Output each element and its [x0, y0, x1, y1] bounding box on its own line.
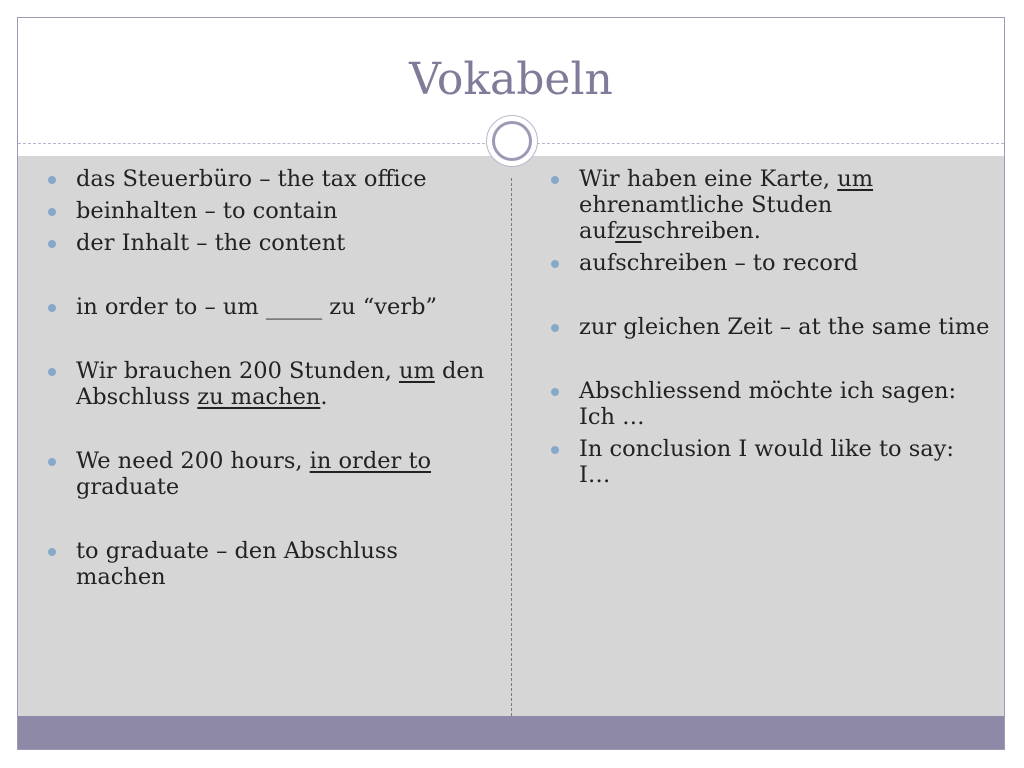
slide — [17, 17, 1005, 750]
bullet-icon — [551, 446, 559, 454]
list-item — [48, 358, 488, 410]
ornament-ring-icon — [492, 121, 532, 161]
text-run: Wir haben eine Karte, — [579, 166, 838, 192]
underlined-text: zu machen — [197, 384, 321, 410]
list-item — [551, 166, 991, 244]
text-run: Wir brauchen 200 Stunden, — [76, 358, 399, 384]
text-run: ehrenamtliche Studen auf — [579, 192, 833, 244]
ornament-circle — [486, 115, 538, 167]
list-item — [551, 250, 991, 276]
list-item-text: beinhalten – to contain — [76, 198, 338, 224]
bullet-icon — [551, 176, 559, 184]
list-item-text: to graduate – den Abschluss machen — [76, 538, 398, 590]
list-item — [48, 230, 488, 256]
list-item — [48, 448, 488, 500]
footer-bar — [18, 716, 1004, 749]
bullet-icon — [48, 304, 56, 312]
underlined-text: in order to — [309, 448, 432, 474]
list-item — [48, 198, 488, 224]
list-item-text — [76, 448, 431, 500]
list-item-text — [579, 166, 873, 244]
slide-title: Vokabeln — [409, 54, 613, 105]
right-bullet-list — [551, 166, 991, 488]
text-run: We need 200 hours, — [76, 448, 310, 474]
list-item — [551, 314, 991, 340]
list-item-text: in order to – um _____ zu “verb” — [76, 294, 437, 320]
underlined-text: um — [837, 166, 874, 192]
bullet-icon — [48, 176, 56, 184]
list-item — [551, 378, 991, 430]
bullet-icon — [551, 388, 559, 396]
bullet-icon — [48, 548, 56, 556]
bullet-icon — [48, 240, 56, 248]
text-run: graduate — [76, 474, 180, 500]
bullet-icon — [48, 208, 56, 216]
text-run: . — [320, 384, 328, 410]
bullet-icon — [48, 368, 56, 376]
list-item-text: aufschreiben – to record — [579, 250, 859, 276]
list-item-text: Abschliessend möchte ich sagen: Ich … — [579, 378, 957, 430]
list-item — [48, 166, 488, 192]
column-divider — [511, 178, 512, 716]
list-item-text — [76, 358, 484, 410]
left-bullet-list — [48, 166, 488, 590]
list-item — [48, 538, 488, 590]
bullet-icon — [551, 324, 559, 332]
text-run: den Abschluss — [76, 358, 485, 410]
list-item — [48, 294, 488, 320]
bullet-icon — [48, 458, 56, 466]
list-item-text: der Inhalt – the content — [76, 230, 346, 256]
left-column — [48, 166, 488, 590]
bullet-icon — [551, 260, 559, 268]
list-item-text: zur gleichen Zeit – at the same time — [579, 314, 990, 340]
list-item-text: das Steuerbüro – the tax office — [76, 166, 427, 192]
underlined-text: um — [399, 358, 435, 384]
right-column — [551, 166, 991, 488]
list-item — [551, 436, 991, 488]
text-run: schreiben. — [641, 218, 761, 244]
content-area — [18, 156, 1004, 716]
underlined-text: zu — [615, 218, 642, 244]
list-item-text: In conclusion I would like to say: I… — [579, 436, 954, 488]
